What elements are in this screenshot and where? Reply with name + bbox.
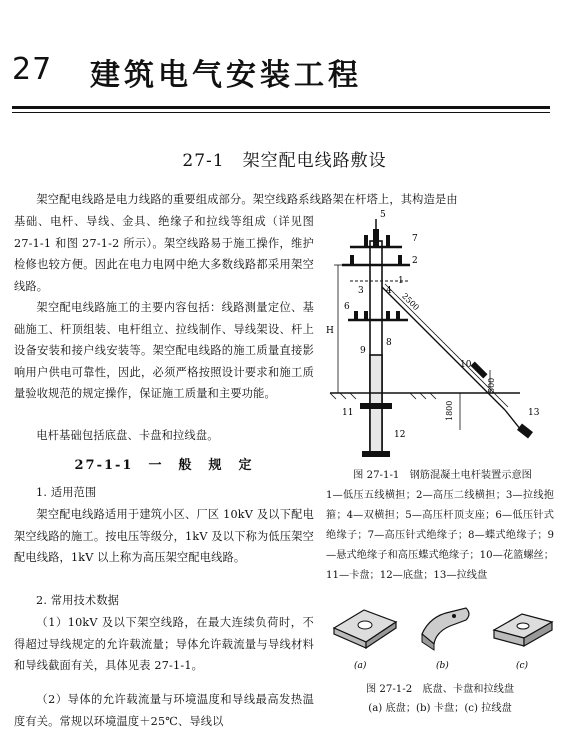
fig1-label-5: 5 (380, 210, 386, 220)
item1-text: 架空配电线路适用于建筑小区、厂区 10kV 及以下配电架空线路的施工。按电压等级分，1kV 及以下称为低压架空配电线路，1kV 以上称为高压架空配电线路。 (14, 508, 314, 564)
figure1-caption-title: 图 27-1-1 钢筋混凝土电杆装置示意图 (353, 470, 532, 481)
figure-pole-diagram (320, 205, 560, 465)
anchor-plate-drawing (494, 614, 552, 646)
fig1-label-3: 3 (358, 286, 364, 296)
fig1-label-1: 1 (398, 276, 404, 286)
fig1-label-8: 8 (386, 338, 392, 348)
fig1-label-7: 7 (412, 234, 418, 244)
fig2-label-a: (a) (354, 661, 367, 671)
fig1-dim-1800: 1800 (445, 400, 454, 421)
fig1-dim-500: 500 (487, 377, 496, 393)
fig1-label-2: 2 (412, 256, 418, 266)
chapter-rule-thick (12, 106, 550, 109)
figure2-caption-title: 图 27-1-2 底盘、卡盘和拉线盘 (365, 684, 515, 695)
item2-heading: 2. 常用技术数据 (36, 594, 120, 607)
chuck-plate-drawing (422, 608, 469, 650)
intro-paragraph-line1: 架空配电线路是电力线路的重要组成部分。架空线路系线路架在杆塔上，其构造是由 (36, 193, 458, 206)
item3-text: （2）导体的允许载流量与环境温度和导线最高发热温度有关。常规以环境温度＋25℃、导线以 (14, 693, 314, 728)
figure1-caption-body: 1—低压五线横担；2—高压二线横担；3—拉线抱箍；4—双横担；5—高压杆顶支座；6—低压针式绝缘子；7—高压针式绝缘子；8—蝶式绝缘子；9—悬式绝缘子和高压蝶式绝缘子；10—花篮螺丝；11—卡盘；12—底盘；13—拉线盘 (326, 490, 554, 581)
figure-plates-diagram (326, 588, 556, 678)
item2-text: （1）10kV 及以下架空线路，在最大连续负荷时，不得超过导线规定的允许载流量；导体允许载流量与导线材料和导线截面有关，具体见表 27-1-1。 (14, 616, 314, 672)
intro-paragraph-2: 架空配电线路施工的主要内容包括：线路测量定位、基础施工、杆顶组装、电杆组立、拉线制作、导线架设、杆上设备安装和接户线安装等。架空配电线路的施工质量直接影响用户供电可靠性，因此，必须严格按照设计要求和施工质量验收规范的规定操作，保证施工质量和主要功能。 (14, 301, 314, 400)
item1-heading: 1. 适用范围 (36, 486, 97, 499)
fig1-label-12: 12 (394, 430, 406, 440)
fig1-label-11: 11 (342, 408, 354, 418)
chapter-title: 建筑电气安装工程 (90, 58, 362, 93)
base-plate-drawing (334, 610, 396, 648)
intro-paragraph-3: 电杆基础包括底盘、卡盘和拉线盘。 (36, 429, 219, 442)
fig1-label-9: 9 (360, 346, 366, 356)
fig1-label-13: 13 (528, 408, 540, 418)
fig1-label-10: 10 (460, 360, 472, 370)
fig1-label-6: 6 (344, 302, 350, 312)
chapter-number: 27 (12, 52, 53, 87)
figure2-caption-body: (a) 底盘；(b) 卡盘；(c) 拉线盘 (368, 703, 512, 714)
fig2-label-b: (b) (436, 661, 449, 671)
fig1-dim-2500: 2500 (400, 291, 421, 313)
section-title: 27-1 架空配电线路敷设 (182, 151, 387, 171)
fig1-dim-h: H (326, 326, 334, 336)
chapter-rule-thin (12, 112, 550, 113)
fig1-label-4: 4 (386, 286, 392, 296)
fig2-label-c: (c) (516, 661, 529, 671)
intro-paragraph-1: 基础、电杆、导线、金具、绝缘子和拉线等组成（详见图 27-1-1 和图 27-1-2 所示）。架空线路易于施工操作，维护检修也较方便。因此在电力电网中绝大多数线路都采用架空线路。 (14, 215, 314, 293)
subsection-title: 27-1-1 一 般 规 定 (74, 458, 254, 473)
